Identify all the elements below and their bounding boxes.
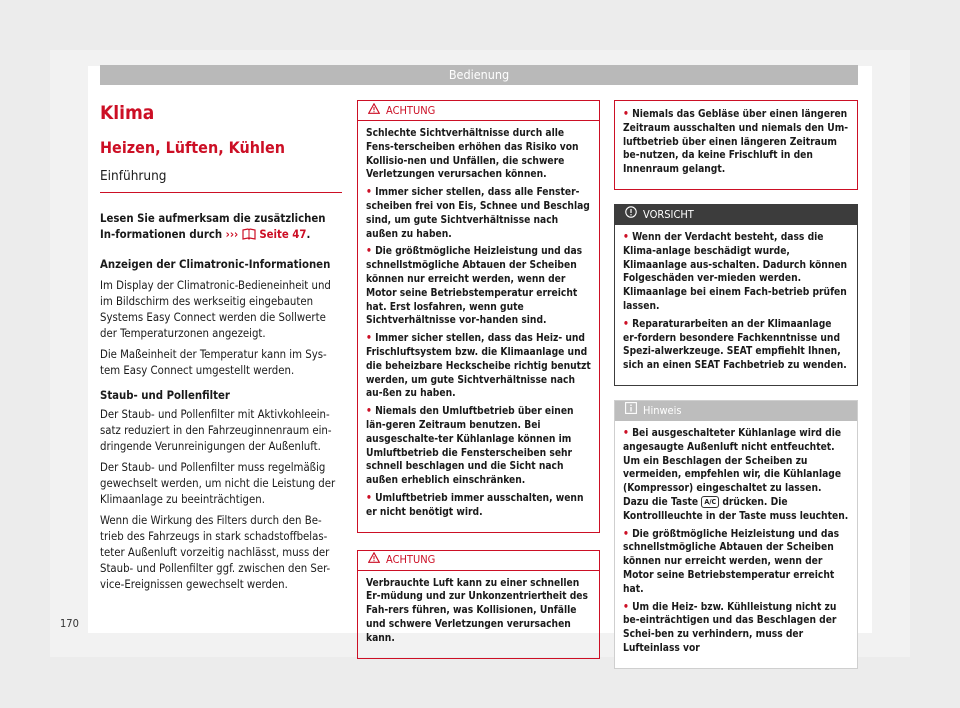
list-item: • Um die Heiz- bzw. Kühlleistung nicht zu be-einträchtigen und das Beschlagen der Schei-ben zu verhindern, muss der Lufteinlass vor bbox=[623, 601, 849, 656]
warning-intro: Schlechte Sichtverhältnisse durch alle Fens-terscheiben erhöhen das Risiko von Kollisio-nen und Unfällen, die schwere Verletzungen verursachen können. bbox=[366, 128, 579, 181]
caution-box-body bbox=[615, 225, 857, 385]
paragraph: Die Maßeinheit der Temperatur kann im Sys-tem Easy Connect umgestellt werden. bbox=[100, 348, 327, 377]
left-column bbox=[100, 100, 342, 593]
paragraph: Der Staub- und Pollenfilter muss regelmäßig gewechselt werden, um nicht die Leistung der Klimaanlage zu beeinträchtigen. bbox=[100, 461, 336, 506]
chapter-title: Klima bbox=[100, 102, 155, 124]
page-number: 170 bbox=[60, 617, 79, 630]
warning-box bbox=[357, 550, 600, 659]
list-item: • Reparaturarbeiten an der Klimaanlage er-fordern besondere Fachkenntnisse und Spezi-alwerkzeuge. SEAT empfiehlt Ihnen, sich an einen SEAT Fachbetrieb zu wenden. bbox=[623, 318, 849, 373]
warning-box-header bbox=[358, 551, 599, 571]
intro-text bbox=[100, 211, 342, 245]
list-item: • Niemals das Gebläse über einen längeren Zeitraum ausschalten und niemals den Um-luftbetrieb über einen längeren Zeitraum be-nutzen, da keine Frischluft in den Innenraum gelangt. bbox=[623, 108, 849, 177]
list-item: • Niemals den Umluftbetrieb über einen län-geren Zeitraum benutzen. Bei ausgeschalte-ter Kühlanlage können im Umluftbetrieb die Fensterscheiben sehr schnell beschlagen und die Sicht nach außen erheblich einschränken. bbox=[366, 405, 591, 488]
warning-triangle-icon bbox=[368, 101, 380, 121]
info-icon bbox=[625, 401, 637, 421]
list-item: • Die größtmögliche Heizleistung und das schnellstmögliche Abtauen der Scheiben können nur erreicht werden, wenn der Motor seine Betriebstemperatur erreicht hat. Erst losfahren, wenn gute Sichtverhältnisse vor-handen sind. bbox=[366, 245, 591, 328]
paragraph: Im Display der Climatronic-Bedieneinheit und im Bildschirm des werkseitig eingebauten Systems Easy Connect werden die Sollwerte der Temperaturzonen angezeigt. bbox=[100, 279, 331, 340]
warning-label: ACHTUNG bbox=[386, 553, 436, 567]
list-item-text: drücken. Die Kontrollleuchte in der Taste muss leuchten. bbox=[623, 496, 849, 522]
section-title: Heizen, Lüften, Kühlen bbox=[100, 138, 285, 157]
list-item: • Immer sicher stellen, dass alle Fenster-scheiben frei von Eis, Schnee und Beschlag sind, um gute Sichtverhältnisse nach außen zu haben. bbox=[366, 186, 591, 241]
warning-box bbox=[357, 100, 600, 533]
heading-climatronic-info: Anzeigen der Climatronic-Informationen bbox=[100, 258, 331, 271]
note-box-body bbox=[615, 421, 857, 668]
warning-box-body bbox=[358, 121, 599, 532]
list-item: • Immer sicher stellen, dass das Heiz- und Frischluftsystem bzw. die Klimaanlage und die beheizbare Heckscheibe richtig benutzt werden, um gute Sichtverhältnisse nach au-ßen zu haben. bbox=[366, 332, 591, 401]
paragraph: Wenn die Wirkung des Filters durch den Be-trieb des Fahrzeugs in stark schadstoffbelas-teter Außenluft vorzeitig nachlässt, muss der Staub- und Pollenfilter ggf. zwischen den Ser-vice-Ereignissen gewechselt werden. bbox=[100, 514, 331, 591]
list-item: • Umluftbetrieb immer ausschalten, wenn er nicht benötigt wird. bbox=[366, 492, 591, 520]
warning-box-continued bbox=[614, 100, 858, 190]
list-item-text: Bei ausgeschalteter Kühlanlage wird die angesaugte Außenluft nicht entfeuchtet. Um ein Beschlagen der Scheiben zu vermeiden, empfehlen wir, die Kühlanlage (Kompressor) eingeschaltet zu lassen. Dazu die Taste bbox=[623, 427, 842, 508]
caution-label: VORSICHT bbox=[643, 207, 694, 221]
list-item bbox=[623, 427, 849, 524]
middle-column bbox=[357, 100, 600, 659]
list-item: • Wenn der Verdacht besteht, dass die Klima-anlage beschädigt wurde, Klimaanlage aus-schalten. Dadurch können Folgeschäden ver-mieden werden. Klimaanlage bei einem Fach-betrieb prüfen lassen. bbox=[623, 231, 849, 314]
warning-triangle-icon bbox=[368, 550, 380, 570]
book-icon bbox=[242, 228, 256, 245]
link-arrows: ››› bbox=[225, 228, 239, 241]
warning-intro: Verbrauchte Luft kann zu einer schnellen Er-müdung und zur Unkonzentriertheit des Fah-rers führen, was Kollisionen, Unfälle und schwere Verletzungen verursachen kann. bbox=[366, 577, 588, 644]
page-link[interactable]: Seite 47 bbox=[259, 228, 307, 241]
subsection-title: Einführung bbox=[100, 167, 342, 193]
caution-box bbox=[614, 204, 858, 386]
heading-pollenfilter: Staub- und Pollenfilter bbox=[100, 389, 230, 402]
note-box-header bbox=[615, 401, 857, 421]
warning-label: ACHTUNG bbox=[386, 103, 436, 117]
list-item: • Die größtmögliche Heizleistung und das schnellstmögliche Abtauen der Scheiben können nur erreicht werden, wenn der Motor seine Betriebstemperatur erreicht hat. bbox=[623, 528, 849, 597]
paragraph: Der Staub- und Pollenfilter mit Aktivkohleein-satz reduziert in den Fahrzeuginnenraum ein-dringende Verunreinigungen der Außenluft. bbox=[100, 408, 332, 453]
section-header-bar: Bedienung bbox=[100, 65, 858, 85]
ac-key-icon: A/C bbox=[701, 496, 719, 508]
warning-box-header bbox=[358, 101, 599, 121]
right-column bbox=[614, 100, 858, 669]
warning-box-body bbox=[358, 571, 599, 658]
note-box bbox=[614, 400, 858, 669]
caution-circle-icon bbox=[625, 205, 637, 225]
warning-box-body bbox=[615, 101, 857, 189]
intro-end: . bbox=[306, 228, 311, 241]
intro-text-body: Lesen Sie aufmerksam die zusätzlichen In-formationen durch bbox=[100, 212, 326, 241]
caution-box-header bbox=[615, 205, 857, 225]
note-label: Hinweis bbox=[643, 403, 682, 417]
